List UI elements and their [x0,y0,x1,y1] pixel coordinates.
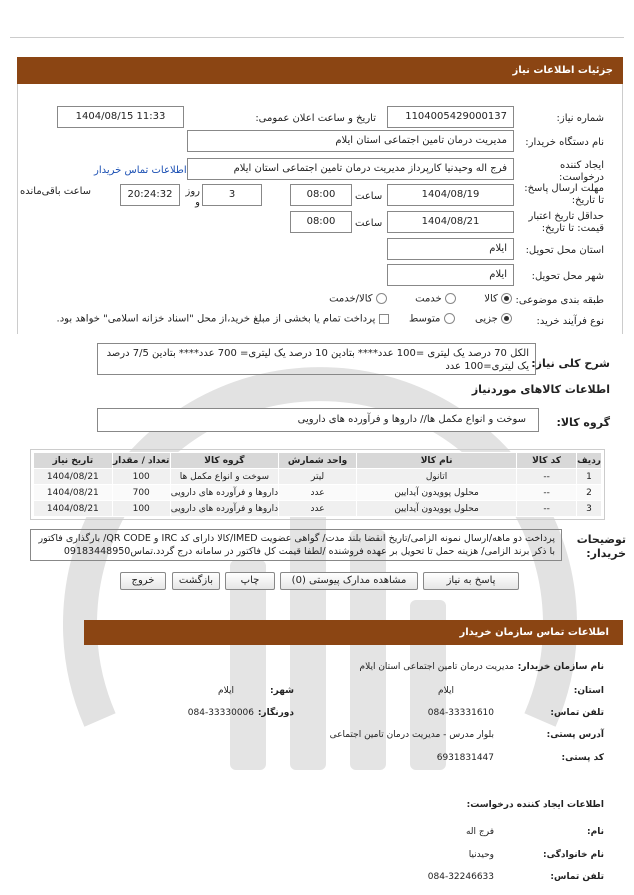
creator-phone-value: 084-32246633 [427,872,494,882]
col-row: ردیف [577,453,602,469]
reply-time-field: 08:00 [290,184,352,206]
cell-name: محلول پوویدون آیدایین [357,501,517,517]
need-number-field: 1104005429000137 [387,106,514,128]
buyer-notes-field: پرداخت دو ماهه/ارسال نمونه الزامی/تاریخ انقضا بلند مدت/ گواهی عضویت IMED/کالا دارای کد IRC و QR CODE/ بارگذاری فاکتور با ذکر برند الزامی/ هزینه حمل تا تحویل بر عهده فروشنده /لطفا قیمت کل فاکتور در سامانه درج گردد.تماس09183448950 [30,529,562,561]
remaining-time-field: 20:24:32 [120,184,180,206]
cell-code: -- [517,501,577,517]
cell-code: -- [517,469,577,485]
cell-name: محلول پوویدون آیدایین [357,485,517,501]
category-goods-label: کالا [484,293,498,305]
price-validity-label: حداقل تاریخ اعتبار قیمت: تا تاریخ: [528,211,604,234]
process-minor-radio[interactable] [501,313,512,324]
buyer-org-label: نام دستگاه خریدار: [525,137,604,148]
contact-city-value: ایلام [218,686,234,696]
remaining-label: ساعت باقی‌مانده [20,186,92,197]
cell-unit: لیتر [279,469,357,485]
contact-postal-label: کد پستی: [561,753,604,763]
reply-time-label: ساعت [355,191,383,202]
exit-button[interactable]: خروج [120,572,166,590]
cell-date: 1404/08/21 [34,469,113,485]
cell-qty: 700 [112,485,170,501]
cell-unit: عدد [279,501,357,517]
cell-row: 1 [577,469,602,485]
col-name: نام کالا [357,453,517,469]
contact-section-title: اطلاعات تماس سازمان خریدار [84,620,623,645]
cell-date: 1404/08/21 [34,485,113,501]
contact-phone-value: 084-33331610 [427,708,494,718]
treasury-checkbox[interactable] [379,314,389,324]
contact-postal-value: 6931831447 [436,753,494,763]
cell-code: -- [517,485,577,501]
days-field: 3 [202,184,262,206]
contact-city-label: شهر: [270,686,294,696]
attachments-button[interactable]: مشاهده مدارک پیوستی (0) [280,572,418,590]
days-label: روز و [185,186,200,208]
creator-name-label: نام: [587,827,604,837]
buyer-org-field: مدیریت درمان تامین اجتماعی استان ایلام [187,130,514,152]
creator-name-value: فرج اله [465,827,494,837]
table-row [34,469,602,485]
items-table [33,452,602,517]
category-both-label: کالا/خدمت [329,293,373,305]
contact-fax-value: 084-33330006 [187,708,254,718]
contact-province-value: ایلام [438,686,454,696]
reply-button[interactable]: پاسخ به نیاز [423,572,519,590]
category-service-radio[interactable] [445,293,456,304]
items-table-wrapper [30,449,605,520]
col-date: تاریخ نیاز [34,453,113,469]
creator-family-value: وحیدنیا [468,850,494,860]
creator-phone-label: تلفن تماس: [550,872,604,882]
requester-label: ایجاد کننده درخواست: [559,160,604,183]
process-label: نوع فرآیند خرید: [536,316,604,327]
cell-row: 3 [577,501,602,517]
page-title: جزئیات اطلاعات نیاز [17,57,623,84]
table-header-row [34,453,602,469]
cell-group: سوخت و انواع مکمل ها [170,469,278,485]
price-validity-time-field: 08:00 [290,211,352,233]
process-options [57,313,512,325]
back-button[interactable]: بازگشت [172,572,220,590]
reply-deadline-label: مهلت ارسال پاسخ: تا تاریخ: [524,183,604,206]
cell-qty: 100 [112,469,170,485]
process-medium-label: متوسط [409,313,441,325]
cell-date: 1404/08/21 [34,501,113,517]
cell-row: 2 [577,485,602,501]
process-minor-label: جزیی [474,313,498,325]
buyer-notes-label: توضیحات خریدار: [576,533,626,560]
announce-label: تاریخ و ساعت اعلان عمومی: [255,113,376,124]
goods-group-field: سوخت و انواع مکمل ها// داروها و فرآورده های دارویی [97,408,539,432]
cell-qty: 100 [112,501,170,517]
city-field: ایلام [387,264,514,286]
cell-unit: عدد [279,485,357,501]
category-both-radio[interactable] [376,293,387,304]
top-divider [10,37,624,38]
table-row [34,501,602,517]
city-label: شهر محل تحویل: [531,271,604,282]
need-number-label: شماره نیاز: [556,113,604,124]
contact-org-value: مدیریت درمان تامین اجتماعی استان ایلام [359,662,514,672]
treasury-note: پرداخت تمام یا بخشی از مبلغ خرید،از محل "اسناد خزانه اسلامی" خواهد بود. [56,313,376,325]
requester-field: فرج اله وحیدنیا کارپرداز مدیریت درمان تامین اجتماعی استان ایلام [187,158,514,180]
buyer-contact-link[interactable]: اطلاعات تماس خریدار [94,165,187,176]
contact-address-label: آدرس پستی: [546,730,604,740]
col-unit: واحد شمارش [279,453,357,469]
price-validity-time-label: ساعت [355,218,383,229]
goods-group-label: گروه کالا: [556,416,610,429]
category-options [329,293,512,305]
goods-section-title: اطلاعات کالاهای موردنیاز [471,383,610,396]
contact-address-value: بلوار مدرس - مدیریت درمان تامین اجتماعی [329,730,494,740]
process-medium-radio[interactable] [444,313,455,324]
category-label: طبقه بندی موضوعی: [515,295,604,306]
col-code: کد کالا [517,453,577,469]
print-button[interactable]: چاپ [225,572,275,590]
reply-date-field: 1404/08/19 [387,184,514,206]
cell-name: اتانول [357,469,517,485]
col-qty: تعداد / مقدار [112,453,170,469]
cell-group: داروها و فرآورده های دارویی [170,501,278,517]
creator-family-label: نام خانوادگی: [542,850,604,860]
contact-province-label: استان: [573,686,604,696]
province-label: استان محل تحویل: [525,245,604,256]
table-row [34,485,602,501]
province-field: ایلام [387,238,514,260]
col-group: گروه کالا [170,453,278,469]
contact-fax-label: دورنگار: [257,708,294,718]
price-validity-date-field: 1404/08/21 [387,211,514,233]
category-service-label: خدمت [415,293,442,305]
contact-org-label: نام سازمان خریدار: [517,662,604,672]
category-goods-radio[interactable] [501,293,512,304]
announce-field: 1404/08/15 11:33 [57,106,184,128]
summary-field: الکل 70 درصد یک لیتری =100 عدد**** بتادین 10 درصد یک لیتری= 700 عدد**** بتادین 7/5 درصد یک لیتری=100 عدد [97,343,536,375]
summary-label: شرح کلی نیاز: [531,357,610,370]
cell-group: داروها و فرآورده های دارویی [170,485,278,501]
contact-phone-label: تلفن تماس: [550,708,604,718]
creator-section-title: اطلاعات ایجاد کننده درخواست: [466,800,604,810]
